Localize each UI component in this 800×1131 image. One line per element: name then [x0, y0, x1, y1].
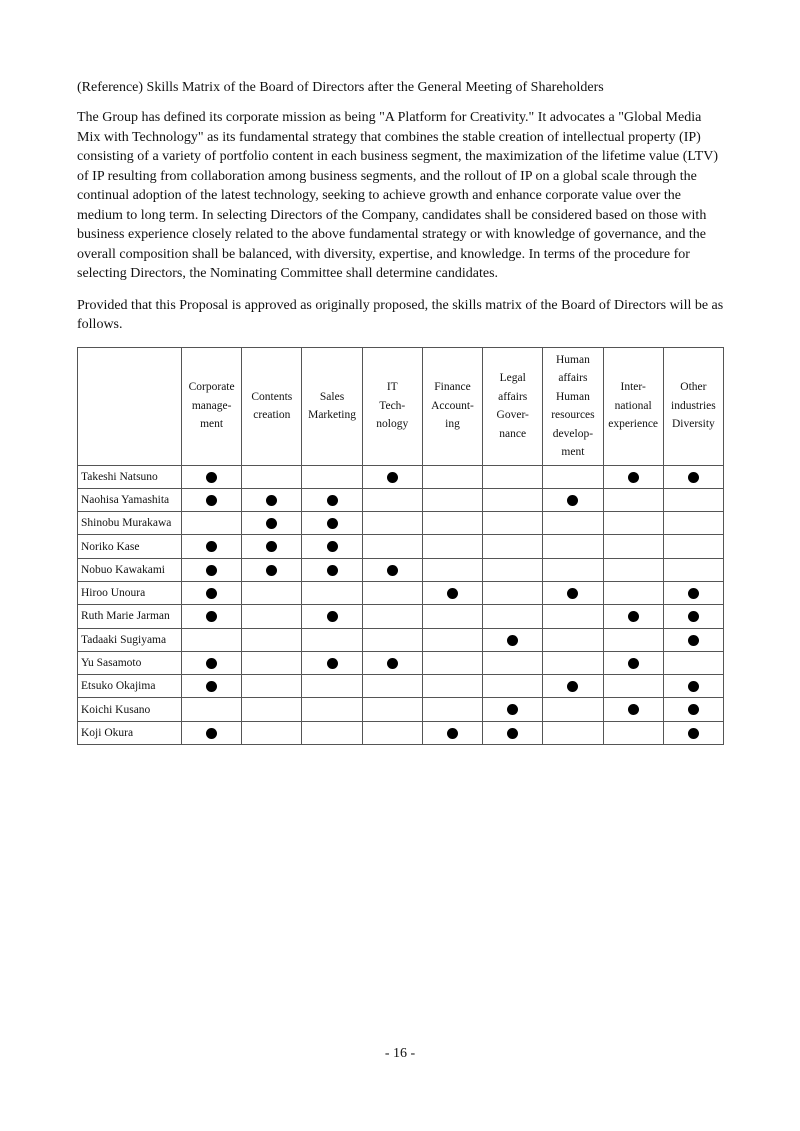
- skill-cell: [302, 581, 362, 604]
- skill-cell: [422, 512, 482, 535]
- skill-cell: [543, 535, 603, 558]
- skill-marker-dot: [206, 611, 217, 622]
- skill-marker-dot: [206, 541, 217, 552]
- skill-marker-dot: [688, 681, 699, 692]
- skill-cell: [543, 488, 603, 511]
- skill-column-header: [182, 347, 242, 465]
- skill-cell: [182, 581, 242, 604]
- table-body: [78, 465, 724, 745]
- skill-cell: [663, 651, 723, 674]
- skill-marker-dot: [688, 635, 699, 646]
- skill-cell: [603, 465, 663, 488]
- skill-cell: [422, 535, 482, 558]
- skill-cell: [362, 465, 422, 488]
- skill-cell: [663, 535, 723, 558]
- skill-cell: [302, 675, 362, 698]
- skill-marker-dot: [327, 658, 338, 669]
- skill-cell: [182, 512, 242, 535]
- skill-marker-dot: [327, 518, 338, 529]
- skill-cell: [603, 698, 663, 721]
- column-header-line: Gover-: [496, 409, 529, 421]
- skill-cell: [362, 721, 422, 744]
- skill-cell: [302, 488, 362, 511]
- table-row: [78, 605, 724, 628]
- skill-marker-dot: [628, 611, 639, 622]
- column-header-line: ing: [445, 418, 460, 431]
- column-header-line: Finance: [434, 381, 471, 394]
- skill-cell: [663, 721, 723, 744]
- column-header-line: Human: [555, 390, 590, 403]
- skill-cell: [543, 605, 603, 628]
- skill-cell: [242, 488, 302, 511]
- skill-cell: [362, 675, 422, 698]
- skill-cell: [182, 558, 242, 581]
- director-name: Naohisa Yamashita: [78, 488, 182, 511]
- column-header-line: national: [614, 399, 652, 412]
- skill-column-header: [422, 347, 482, 465]
- skill-marker-dot: [628, 658, 639, 669]
- column-header-line: ment: [561, 446, 585, 458]
- skill-cell: [302, 535, 362, 558]
- skill-marker-dot: [327, 611, 338, 622]
- skill-marker-dot: [688, 704, 699, 715]
- skill-cell: [483, 488, 543, 511]
- column-header-line: nance: [499, 427, 527, 440]
- skill-cell: [483, 605, 543, 628]
- director-name: Koichi Kusano: [78, 698, 182, 721]
- skill-cell: [242, 558, 302, 581]
- skill-cell: [483, 651, 543, 674]
- skill-marker-dot: [567, 495, 578, 506]
- skill-marker-dot: [688, 728, 699, 739]
- skill-cell: [242, 512, 302, 535]
- skill-cell: [302, 698, 362, 721]
- column-header-line: affairs: [558, 372, 588, 384]
- skill-marker-dot: [447, 728, 458, 739]
- column-header-line: develop-: [552, 427, 594, 440]
- skill-marker-dot: [507, 704, 518, 715]
- skill-cell: [603, 675, 663, 698]
- skill-column-header: [242, 347, 302, 465]
- column-header-line: Inter-: [620, 381, 646, 394]
- column-header-line: industries: [671, 399, 716, 412]
- skill-marker-dot: [628, 472, 639, 483]
- skill-cell: [302, 721, 362, 744]
- skill-cell: [483, 581, 543, 604]
- skill-marker-dot: [327, 541, 338, 552]
- column-header-line: Account-: [431, 399, 474, 412]
- skill-cell: [182, 488, 242, 511]
- mission-paragraph: The Group has defined its corporate mission as being "A Platform for Creativity." It advocates a "Global Media Mix with Technology" as its fundamental strategy that combines the stable creation of intellectual property (IP) consisting of a variety of portfolio content in each business segment, the maximization of the lifetime value (LTV) of IP resulting from collaboration among business segments, and the rollout of IP on a global scale through the continual adoption of the latest technology, seeking to achieve growth and enhance corporate value over the medium to long term. In selecting Directors of the Company, candidates shall be considered based on those with business experience closely related to the above fundamental strategy or with knowledge of governance, and the overall composition shall be balanced, with diversity, expertise, and knowledge. In terms of the procedure for selecting Directors, the Nominating Committee shall determine candidates.: [77, 110, 718, 281]
- director-name: Ruth Marie Jarman: [78, 605, 182, 628]
- skill-cell: [483, 675, 543, 698]
- table-header-row: [78, 347, 724, 465]
- skill-cell: [663, 465, 723, 488]
- skill-cell: [543, 558, 603, 581]
- skill-marker-dot: [206, 681, 217, 692]
- column-header-line: Marketing: [308, 409, 356, 421]
- page-number: - 16 -: [384, 1046, 416, 1061]
- table-row: [78, 465, 724, 488]
- skill-cell: [362, 581, 422, 604]
- column-header-line: manage-: [191, 399, 232, 412]
- table-row: [78, 488, 724, 511]
- skill-cell: [603, 488, 663, 511]
- skill-cell: [422, 581, 482, 604]
- column-header-line: Other: [680, 381, 707, 394]
- skill-cell: [483, 698, 543, 721]
- skill-cell: [422, 698, 482, 721]
- skill-marker-dot: [206, 658, 217, 669]
- skill-cell: [242, 535, 302, 558]
- skill-cell: [483, 465, 543, 488]
- skill-marker-dot: [327, 495, 338, 506]
- director-name: Noriko Kase: [78, 535, 182, 558]
- column-header-line: ment: [200, 418, 224, 431]
- skill-cell: [543, 581, 603, 604]
- skill-cell: [422, 605, 482, 628]
- skill-cell: [543, 675, 603, 698]
- skill-cell: [422, 628, 482, 651]
- skill-cell: [242, 651, 302, 674]
- skill-cell: [422, 558, 482, 581]
- skill-cell: [483, 628, 543, 651]
- skill-column-header: [483, 347, 543, 465]
- skill-cell: [362, 698, 422, 721]
- skill-marker-dot: [567, 681, 578, 692]
- section-heading: (Reference) Skills Matrix of the Board of Directors after the General Meeting of Shareholders: [77, 80, 604, 95]
- director-name: Takeshi Natsuno: [78, 465, 182, 488]
- director-name: Shinobu Murakawa: [78, 512, 182, 535]
- skill-cell: [483, 535, 543, 558]
- skill-marker-dot: [507, 728, 518, 739]
- director-name: Hiroo Unoura: [78, 581, 182, 604]
- skill-cell: [483, 512, 543, 535]
- skill-cell: [302, 605, 362, 628]
- skill-cell: [302, 465, 362, 488]
- document-page: [77, 70, 725, 745]
- skill-cell: [663, 581, 723, 604]
- table-row: [78, 675, 724, 698]
- column-header-line: Tech-: [379, 399, 406, 412]
- skill-cell: [543, 721, 603, 744]
- skill-cell: [182, 675, 242, 698]
- skill-cell: [242, 465, 302, 488]
- table-row: [78, 721, 724, 744]
- skill-cell: [663, 605, 723, 628]
- column-header-line: creation: [253, 409, 291, 421]
- column-header-line: Legal: [499, 372, 526, 384]
- skill-marker-dot: [266, 565, 277, 576]
- skill-cell: [603, 535, 663, 558]
- column-header-line: Human: [555, 353, 590, 366]
- column-header-line: nology: [376, 418, 409, 431]
- table-row: [78, 628, 724, 651]
- table-row: [78, 512, 724, 535]
- skill-cell: [182, 698, 242, 721]
- skill-marker-dot: [327, 565, 338, 576]
- skill-cell: [182, 535, 242, 558]
- skill-marker-dot: [206, 495, 217, 506]
- column-header-line: Corporate: [188, 381, 235, 394]
- skill-column-header: [543, 347, 603, 465]
- skill-cell: [543, 628, 603, 651]
- skill-cell: [663, 675, 723, 698]
- skill-marker-dot: [266, 541, 277, 552]
- skill-cell: [182, 465, 242, 488]
- skill-marker-dot: [628, 704, 639, 715]
- column-header-line: affairs: [498, 390, 528, 403]
- skill-marker-dot: [567, 588, 578, 599]
- director-name: Koji Okura: [78, 721, 182, 744]
- skill-cell: [663, 558, 723, 581]
- skill-cell: [543, 465, 603, 488]
- skill-cell: [543, 698, 603, 721]
- director-name: Yu Sasamoto: [78, 651, 182, 674]
- skill-marker-dot: [387, 472, 398, 483]
- proposal-paragraph: Provided that this Proposal is approved as originally proposed, the skills matrix of the Board of Directors will be as follows.: [77, 297, 724, 332]
- skill-cell: [663, 512, 723, 535]
- table-row: [78, 535, 724, 558]
- skill-cell: [362, 628, 422, 651]
- skill-cell: [182, 651, 242, 674]
- skill-marker-dot: [266, 518, 277, 529]
- skill-cell: [543, 512, 603, 535]
- skill-cell: [422, 675, 482, 698]
- table-row: [78, 581, 724, 604]
- skill-cell: [362, 651, 422, 674]
- skill-cell: [242, 605, 302, 628]
- skill-marker-dot: [387, 565, 398, 576]
- column-header-line: Diversity: [671, 418, 715, 431]
- skill-cell: [182, 628, 242, 651]
- skill-cell: [242, 721, 302, 744]
- skill-column-header: [302, 347, 362, 465]
- skill-cell: [422, 488, 482, 511]
- skill-marker-dot: [266, 495, 277, 506]
- skills-matrix-table: [77, 347, 724, 746]
- skill-cell: [483, 558, 543, 581]
- skill-marker-dot: [206, 565, 217, 576]
- skill-cell: [603, 721, 663, 744]
- skill-marker-dot: [688, 472, 699, 483]
- name-column-header: [78, 347, 182, 465]
- skill-cell: [603, 581, 663, 604]
- skill-marker-dot: [688, 611, 699, 622]
- skill-marker-dot: [206, 472, 217, 483]
- skill-cell: [182, 605, 242, 628]
- skill-cell: [603, 651, 663, 674]
- skill-cell: [242, 628, 302, 651]
- skill-cell: [483, 721, 543, 744]
- skill-marker-dot: [387, 658, 398, 669]
- skill-cell: [302, 558, 362, 581]
- skill-column-header: [603, 347, 663, 465]
- skill-cell: [603, 558, 663, 581]
- skill-cell: [362, 558, 422, 581]
- skill-cell: [422, 651, 482, 674]
- skill-cell: [302, 628, 362, 651]
- skill-cell: [362, 535, 422, 558]
- skill-cell: [362, 488, 422, 511]
- column-header-line: experience: [608, 418, 659, 431]
- skill-cell: [663, 628, 723, 651]
- column-header-line: Sales: [319, 390, 345, 403]
- director-name: Tadaaki Sugiyama: [78, 628, 182, 651]
- skill-cell: [242, 675, 302, 698]
- skill-marker-dot: [688, 588, 699, 599]
- director-name: Etsuko Okajima: [78, 675, 182, 698]
- skill-cell: [543, 651, 603, 674]
- table-row: [78, 651, 724, 674]
- skill-marker-dot: [206, 728, 217, 739]
- table-row: [78, 698, 724, 721]
- skill-cell: [663, 698, 723, 721]
- skill-column-header: [663, 347, 723, 465]
- column-header-line: IT: [386, 381, 398, 394]
- skill-cell: [242, 581, 302, 604]
- skill-cell: [422, 465, 482, 488]
- skill-cell: [302, 512, 362, 535]
- skill-cell: [302, 651, 362, 674]
- skill-cell: [603, 512, 663, 535]
- skill-cell: [603, 605, 663, 628]
- table-row: [78, 558, 724, 581]
- skill-cell: [362, 512, 422, 535]
- skill-cell: [362, 605, 422, 628]
- skill-cell: [422, 721, 482, 744]
- skill-marker-dot: [507, 635, 518, 646]
- column-header-line: Contents: [251, 390, 293, 403]
- skill-cell: [182, 721, 242, 744]
- skill-cell: [603, 628, 663, 651]
- skill-marker-dot: [206, 588, 217, 599]
- skill-cell: [242, 698, 302, 721]
- skill-column-header: [362, 347, 422, 465]
- skill-cell: [663, 488, 723, 511]
- column-header-line: resources: [551, 409, 595, 421]
- director-name: Nobuo Kawakami: [78, 558, 182, 581]
- skill-marker-dot: [447, 588, 458, 599]
